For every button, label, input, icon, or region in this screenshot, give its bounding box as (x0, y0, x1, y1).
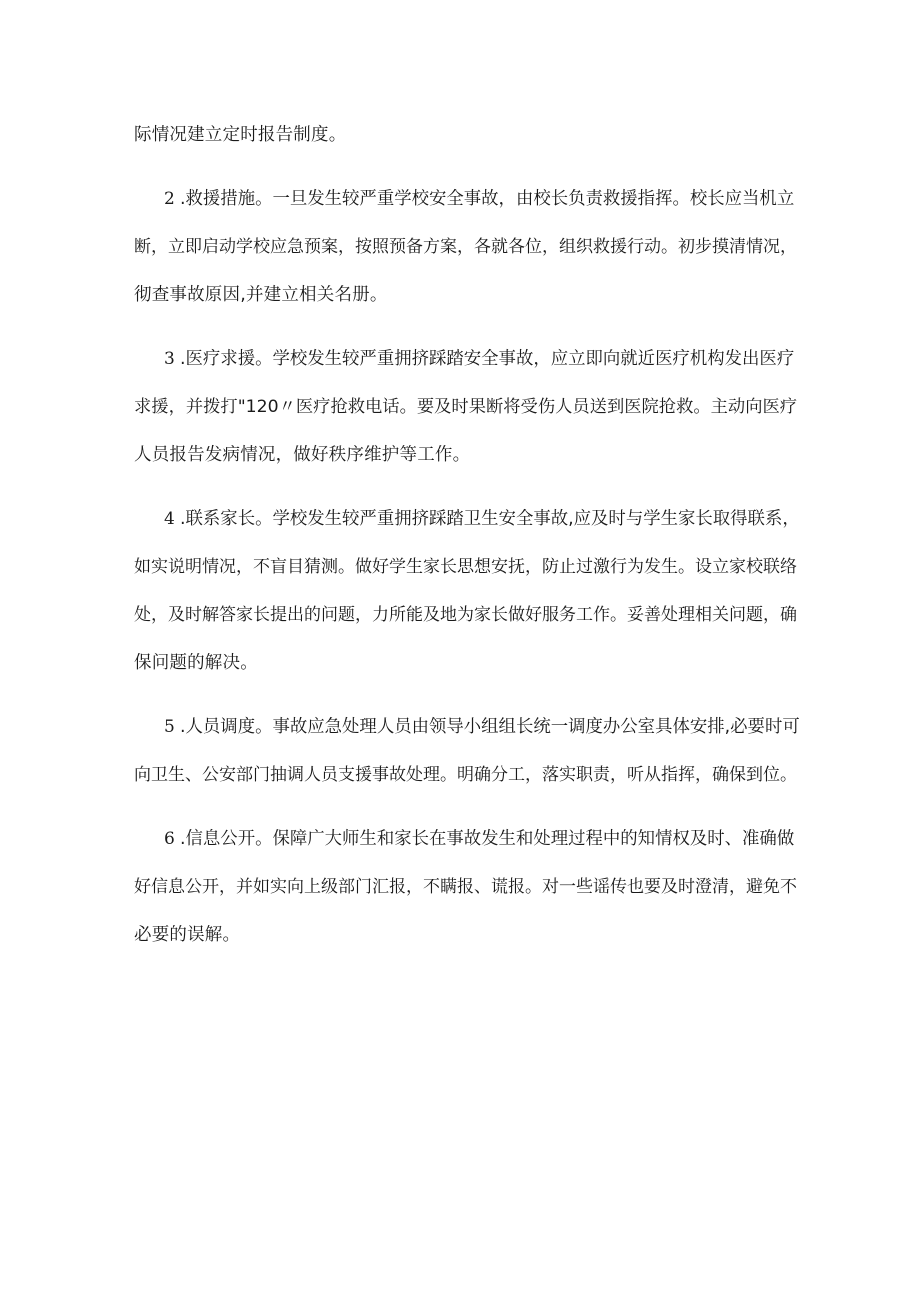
paragraph-1-line-0: .救援措施。一旦发生较严重学校安全事故，由校长负责救援指挥。校长应当机立 (180, 189, 795, 209)
item-number: 3 (164, 349, 175, 369)
paragraph-0-line-0: 际情况建立定时报告制度。 (134, 125, 347, 145)
paragraph-4-first-line (164, 715, 800, 739)
paragraph-3-line-1: 如实说明情况，不盲目猜测。做好学生家长思想安抚，防止过激行为发生。设立家校联络 (134, 557, 797, 577)
item-number: 2 (164, 189, 175, 209)
paragraph-1-first-line (164, 187, 794, 211)
paragraph-5-line-1: 好信息公开，并如实向上级部门汇报，不瞒报、谎报。对一些谣传也要及时澄清，避免不 (134, 877, 797, 897)
paragraph-4-line-1: 向卫生、公安部门抽调人员支援事故处理。明确分工，落实职责，听从指挥，确保到位。 (134, 765, 797, 785)
item-number: 5 (164, 717, 175, 737)
paragraph-3-line-0: .联系家长。学校发生较严重拥挤踩踏卫生安全事故,应及时与学生家长取得联系， (180, 509, 800, 529)
paragraph-5-first-line (164, 827, 794, 851)
paragraph-3-line-3: 保问题的解决。 (134, 653, 258, 673)
paragraph-1-line-2: 彻查事故原因,并建立相关名册。 (134, 285, 388, 305)
paragraph-4-line-0: .人员调度。事故应急处理人员由领导小组组长统一调度办公室具体安排,必要时可 (180, 717, 800, 737)
paragraph-2-line-1: 求援，并拨打"120〃医疗抢救电话。要及时果断将受伤人员送到医院抢救。主动向医疗 (134, 397, 798, 417)
paragraph-2-line-2: 人员报告发病情况，做好秩序维护等工作。 (134, 445, 471, 465)
paragraph-3-first-line (164, 507, 800, 531)
item-number: 6 (164, 829, 175, 849)
item-number: 4 (164, 509, 175, 529)
paragraph-3-line-2: 处，及时解答家长提出的问题，力所能及地为家长做好服务工作。妥善处理相关问题，确 (134, 605, 797, 625)
paragraph-5-line-2: 必要的误解。 (134, 925, 241, 945)
paragraph-2-line-0: .医疗求援。学校发生较严重拥挤踩踏安全事故，应立即向就近医疗机构发出医疗 (180, 349, 795, 369)
paragraph-5-line-0: .信息公开。保障广大师生和家长在事故发生和处理过程中的知情权及时、准确做 (180, 829, 795, 849)
paragraph-1-line-1: 断，立即启动学校应急预案，按照预备方案，各就各位，组织救援行动。初步摸清情况， (134, 237, 797, 257)
paragraph-2-first-line (164, 347, 794, 371)
